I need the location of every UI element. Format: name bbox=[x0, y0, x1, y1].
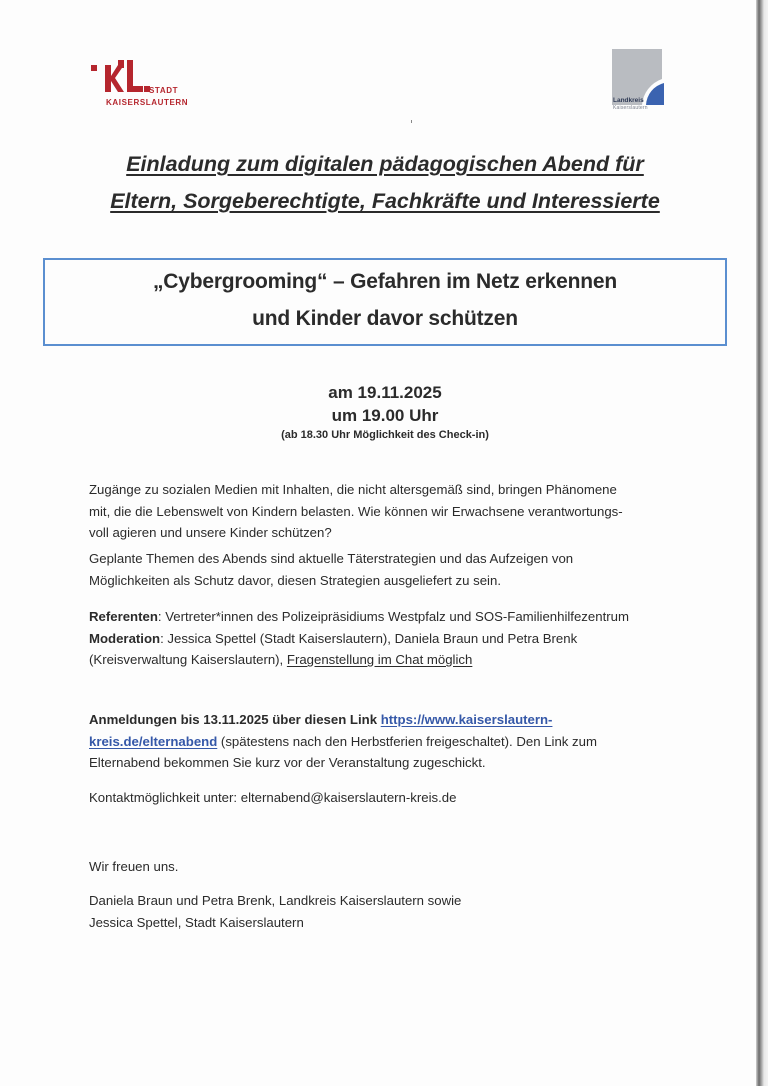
event-checkin-note: (ab 18.30 Uhr Möglichkeit des Check-in) bbox=[281, 429, 489, 441]
themes-line-1: Geplante Themen des Abends sind aktuelle Täterstrategien und das Aufzeigen von bbox=[89, 551, 574, 566]
logo-city-label: KAISERSLAUTERN bbox=[106, 98, 189, 107]
landkreis-kaiserslautern-logo bbox=[610, 47, 674, 117]
logo-kreis-city-label: Kaiserslautern bbox=[613, 105, 648, 111]
closing-thanks: Wir freuen uns. bbox=[89, 859, 179, 874]
event-title-box bbox=[43, 258, 727, 346]
event-title-line-1: „Cybergrooming“ – Gefahren im Netz erkennen bbox=[152, 270, 617, 293]
moderation-label: Moderation bbox=[89, 630, 161, 646]
moderation-text-line-1: : Jessica Spettel (Stadt Kaiserslautern), Daniela Braun und Petra Brenk bbox=[160, 630, 578, 646]
contact-line: Kontaktmöglichkeit unter: elternabend@kaiserslautern-kreis.de bbox=[89, 790, 457, 805]
chat-note: Fragenstellung im Chat möglich bbox=[286, 652, 473, 667]
headline-line-2: Eltern, Sorgeberechtigte, Fachkräfte und Interessierte bbox=[110, 189, 660, 213]
moderation-text-line-2: (Kreisverwaltung Kaiserslautern), bbox=[89, 652, 287, 667]
event-time: um 19.00 Uhr bbox=[331, 406, 439, 425]
event-date-block bbox=[180, 381, 590, 443]
signature-line-1: Daniela Braun und Petra Brenk, Landkreis Kaiserslautern sowie bbox=[89, 893, 462, 908]
signature bbox=[89, 890, 689, 933]
event-date: am 19.11.2025 bbox=[328, 383, 442, 402]
kl-logo-mark-icon bbox=[90, 56, 150, 96]
registration-after-link: (spätestens nach den Herbstferien freigeschaltet). Den Link zum bbox=[217, 733, 597, 749]
intro-line-1: Zugänge zu sozialen Medien mit Inhalten, die nicht altersgemäß sind, bringen Phänomene bbox=[89, 482, 617, 497]
registration-paragraph bbox=[89, 709, 689, 774]
intro-paragraph bbox=[89, 479, 689, 544]
logo-stadt-label: STADT bbox=[149, 86, 179, 95]
registration-lead: Anmeldungen bis 13.11.2025 über diesen Link bbox=[89, 712, 381, 727]
logo-landkreis-label: Landkreis bbox=[613, 97, 644, 104]
intro-line-3: voll agieren und unsere Kinder schützen? bbox=[89, 525, 332, 540]
scanned-page-edge bbox=[756, 0, 768, 1086]
registration-link-part-2[interactable]: kreis.de/elternabend bbox=[89, 733, 218, 749]
invitation-headline bbox=[60, 146, 710, 220]
intro-line-2: mit, die die Lebenswelt von Kindern belasten. Wie können wir Erwachsene verantwortungs- bbox=[89, 503, 623, 519]
registration-line-3: Elternabend bekommen Sie kurz vor der Veranstaltung zugeschickt. bbox=[89, 755, 486, 770]
themes-line-2: Möglichkeiten als Schutz davor, diesen Strategien ausgeliefert zu sein. bbox=[89, 572, 501, 588]
scan-speck bbox=[411, 120, 412, 123]
headline-line-1: Einladung zum digitalen pädagogischen Abend für bbox=[126, 152, 644, 176]
signature-line-2: Jessica Spettel, Stadt Kaiserslautern bbox=[89, 914, 304, 930]
referenten-label: Referenten bbox=[89, 609, 158, 624]
event-title-line-2: und Kinder davor schützen bbox=[252, 307, 518, 330]
referenten-text: : Vertreter*innen des Polizeipräsidiums Westpfalz und SOS-Familienhilfezentrum bbox=[157, 609, 629, 624]
speakers-paragraph bbox=[89, 606, 689, 671]
themes-paragraph bbox=[89, 548, 689, 591]
registration-link-part-1[interactable]: https://www.kaiserslautern- bbox=[380, 712, 553, 727]
stadt-kaiserslautern-logo bbox=[90, 56, 200, 112]
